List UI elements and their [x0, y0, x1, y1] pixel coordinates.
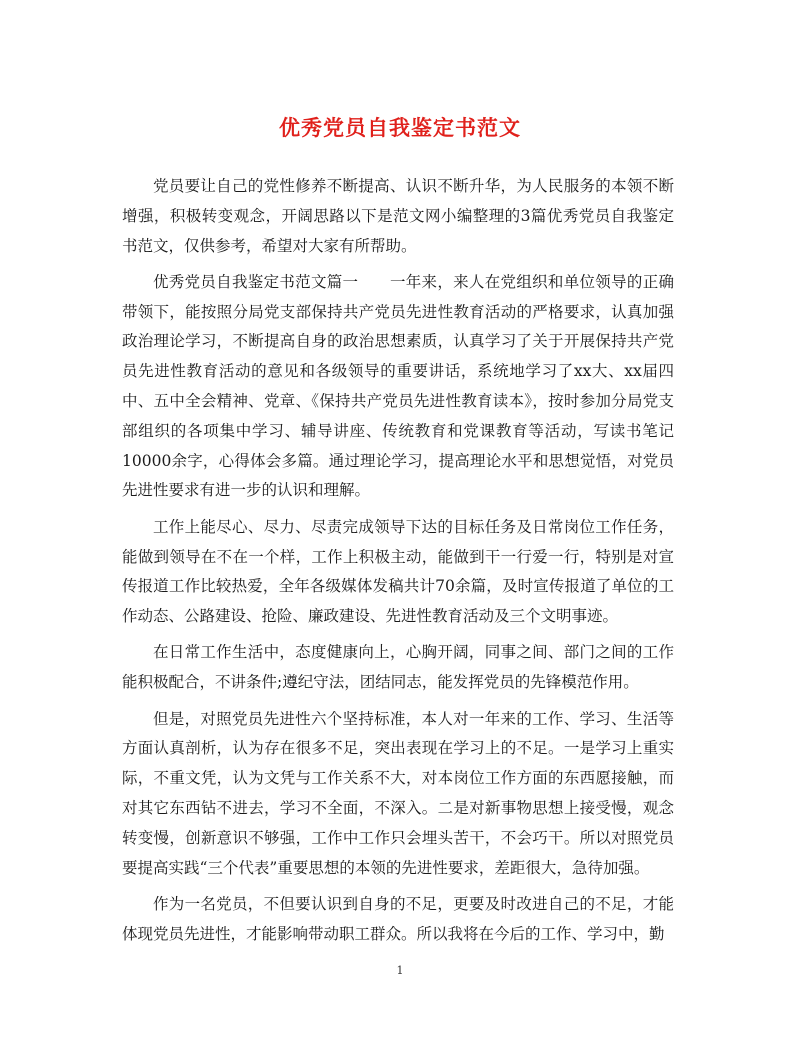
- paragraph-1: 优秀党员自我鉴定书范文篇一 一年来，来人在党组织和单位领导的正确带领下，能按照分局党支部保持共产党员先进性教育活动的严格要求，认真加强政治理论学习，不断提高自身的政治思想素质，认真学习了关于开展保持共产党员先进性教育活动的意见和各级领导的重要讲话，系统地学习了xx大、xx届四中、五中全会精神、党章、《保持共产党员先进性教育读本》，按时参加分局党支部组织的各项集中学习、辅导讲座、传统教育和党课教育等活动，写读书笔记10000余字，心得体会多篇。通过理论学习，提高理论水平和思想觉悟，对党员先进性要求有进一步的认识和理解。: [122, 272, 674, 500]
- paragraph-4: 但是，对照党员先进性六个坚持标准，本人对一年来的工作、学习、生活等方面认真剖析，认为存在很多不足，突出表现在学习上的不足。一是学习上重实际，不重文凭，认为文凭与工作关系不大，对本岗位工作方面的东西愿接触，而对其它东西钻不进去，学习不全面，不深入。二是对新事物思想上接受慢，观念转变慢，创新意识不够强，工作中工作只会埋头苦干，不会巧干。所以对照党员要提高实践“三个代表”重要思想的本领的先进性要求，差距很大，急待加强。: [122, 709, 674, 877]
- paragraph-5: 作为一名党员，不但要认识到自身的不足，更要及时改进自己的不足，才能体现党员先进性，才能影响带动职工群众。所以我将在今后的工作、学习中，勤: [122, 894, 674, 943]
- document-title: 优秀党员自我鉴定书范文: [279, 115, 521, 140]
- page-number: 1: [396, 964, 404, 977]
- paragraph-3: 在日常工作生活中，态度健康向上，心胸开阔，同事之间、部门之间的工作能积极配合，不讲条件;遵纪守法，团结同志，能发挥党员的先锋模范作用。: [122, 643, 674, 692]
- paragraph-intro: 党员要让自己的党性修养不断提高、认识不断升华，为人民服务的本领不断增强，积极转变观念，开阔思路以下是范文网小编整理的3篇优秀党员自我鉴定书范文，仅供参考，希望对大家有所帮助。: [122, 177, 674, 255]
- paragraph-2: 工作上能尽心、尽力、尽责完成领导下达的目标任务及日常岗位工作任务，能做到领导在不在一个样，工作上积极主动，能做到干一行爱一行，特别是对宣传报道工作比较热爱，全年各级媒体发稿共计70余篇，及时宣传报道了单位的工作动态、公路建设、抢险、廉政建设、先进性教育活动及三个文明事迹。: [122, 517, 674, 626]
- document-body: [122, 172, 674, 956]
